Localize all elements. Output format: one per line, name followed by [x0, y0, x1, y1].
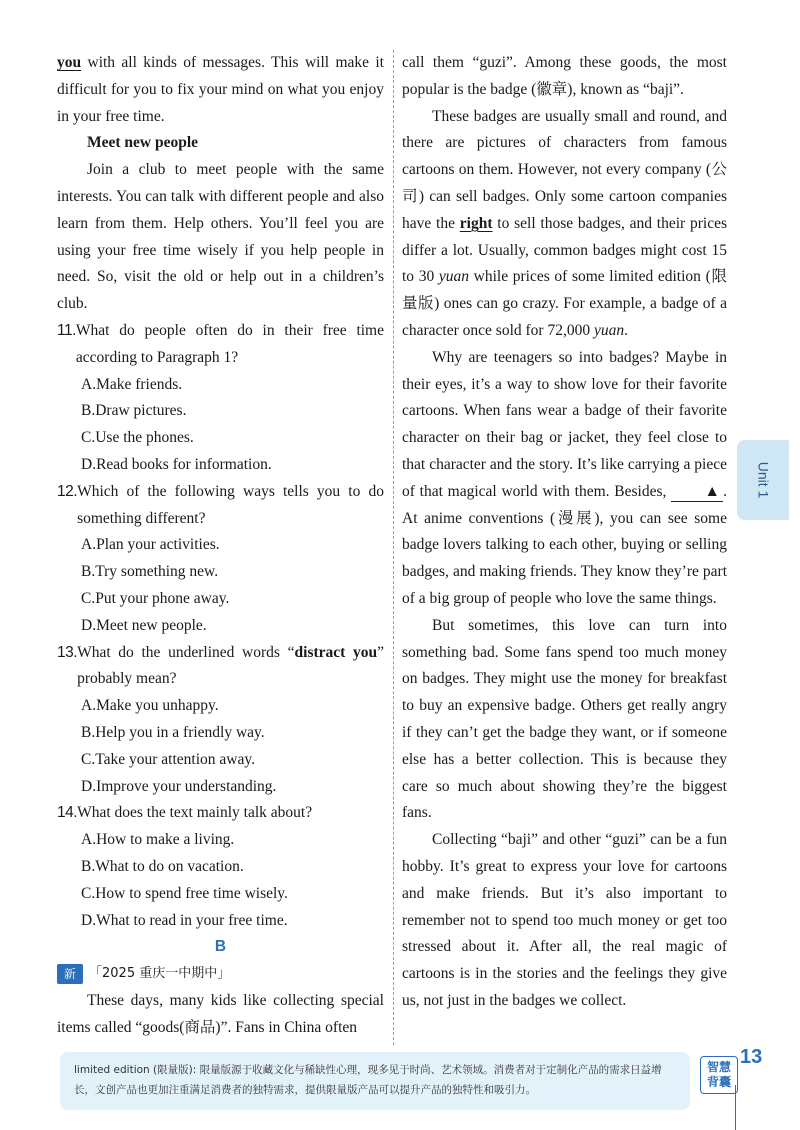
- passage-b-p2: [402, 104, 727, 345]
- underlined-word: right: [459, 214, 493, 232]
- question-number: 11.: [57, 321, 76, 339]
- passage-b-p4: But sometimes, this love can turn into something bad. Some fans spend too much money on badges. They might use the money for breakfast to buy an expensive badge. Others get really angry if they can’t get the badge they want, or if someone else has a better collection. This is because they care so much about showing they’re the biggest fans.: [402, 616, 727, 822]
- question-number: 12.: [57, 482, 78, 500]
- source-text: 「2025 重庆一中期中」: [89, 966, 231, 982]
- question-text: What do people often do in their free time according to Paragraph 1?: [75, 321, 384, 366]
- unit-tab-label: Unit 1: [754, 461, 771, 499]
- footer-note: limited edition (限量版): 限量版源于收藏文化与稀缺性心理，现多见于时尚、艺术领域。消费者对于定制化产品的需求日益增长，文创产品也更加注重满足消费者的独特需求，提供限量版产品可以提升产品的独特性和吸引力。: [60, 1052, 690, 1110]
- option: A.Plan your activities.: [81, 536, 220, 554]
- unit-tab: [737, 440, 789, 520]
- logo-bottom: 背囊: [706, 1075, 731, 1089]
- question-text: What does the text mainly talk about?: [77, 804, 313, 822]
- option: D.Improve your understanding.: [81, 777, 277, 795]
- intro-text: with all kinds of messages. This will make it difficult for you to fix your mind on what you enjoy in your free time.: [57, 54, 384, 125]
- passage-b-p5: Collecting “baji” and other “guzi” can be a fun hobby. It’s great to express your love for cartoons and make friends. But it’s also important to remember not to spend too much money or get too stressed about it. After all, the real magic of cartoons is in the stories and the feelings they give us, not just in the badges we collect.: [402, 831, 727, 1009]
- option: B.What to do on vacation.: [81, 857, 244, 875]
- blank-triangle-icon: ▲: [671, 483, 723, 502]
- option: D.Read books for information.: [81, 455, 272, 473]
- page-number: 13: [740, 1046, 763, 1068]
- question-14: [57, 800, 384, 827]
- option: D.What to read in your free time.: [81, 911, 288, 929]
- question-11: [57, 318, 384, 372]
- question-number: 13.: [57, 643, 78, 661]
- p3-text: Why are teenagers so into badges? Maybe in their eyes, it’s a way to show love for their favorite cartoons. When fans wear a badge of their favorite character on their bag or jacket, they feel close to that character and the story. It’s like carrying a piece of that magical world with them. Besides,: [402, 348, 727, 500]
- option: A.Make you unhappy.: [81, 697, 219, 715]
- question-13: [57, 640, 384, 694]
- p2-text: These badges are usually small and round, and there are pictures of characters from famous cartoons on them. However, not every company (公司) can sell badges. Only some cartoon companies have the: [402, 107, 727, 232]
- question-bold-words: distract you: [294, 643, 378, 661]
- option: B.Help you in a friendly way.: [81, 723, 265, 741]
- passage-b-p1: call them “guzi”. Among these goods, the most popular is the badge (徽章), known as “baji”.: [402, 54, 727, 98]
- source-line: [57, 961, 384, 988]
- passage-b-start: These days, many kids like collecting special items called “goods(商品)”. Fans in China often: [57, 991, 384, 1036]
- p2-text: while prices of some limited edition (限量版) ones can go crazy. For example, a badge of a character once sold for 72,000: [402, 268, 727, 339]
- question-text: [77, 640, 384, 694]
- italic-word: yuan: [438, 268, 469, 286]
- option: C.Use the phones.: [81, 429, 194, 447]
- section-label: B: [214, 938, 227, 956]
- question-text-post: ” probably mean?: [77, 643, 384, 688]
- option: A.How to make a living.: [81, 831, 235, 849]
- option: B.Try something new.: [81, 563, 219, 581]
- intro-paragraph: [57, 50, 384, 130]
- passage-b-p3: [402, 345, 727, 613]
- option: C.How to spend free time wisely.: [81, 884, 288, 902]
- column-divider: [393, 50, 394, 1045]
- question-text: Which of the following ways tells you to do something different?: [77, 482, 384, 527]
- left-column: [57, 50, 384, 1041]
- question-number: 14.: [57, 804, 78, 822]
- question-12: [57, 479, 384, 533]
- meet-people-paragraph: Join a club to meet people with the same interests. You can talk with different people and also learn from them. Help others. You’ll feel you are using your free time wisely if you help people in need. So, visit the old or help out in a children’s club.: [57, 161, 384, 313]
- option: C.Put your phone away.: [81, 589, 230, 607]
- source-logo-icon: 新: [57, 964, 83, 984]
- italic-word: yuan: [593, 321, 625, 339]
- option: A.Make friends.: [81, 375, 183, 393]
- logo-top: 智慧: [706, 1060, 731, 1074]
- section-heading: Meet new people: [87, 134, 199, 152]
- option: B.Draw pictures.: [81, 402, 187, 420]
- option: C.Take your attention away.: [81, 750, 255, 768]
- right-column: [402, 50, 727, 1015]
- option: D.Meet new people.: [81, 616, 207, 634]
- p3-text: . At anime conventions (漫展), you can see some badge lovers talking to each other, buying or selling badges, and making friends. They know they’re part of a big group of people who love the same things.: [402, 482, 727, 607]
- underlined-word: you: [57, 54, 82, 71]
- p2-text: to sell those badges, and their prices differ a lot. Usually, common badges might cost 15 to 30: [402, 214, 727, 286]
- question-text-pre: What do the underlined words “: [77, 643, 295, 661]
- p2-text: .: [624, 321, 628, 339]
- brand-logo: [700, 1056, 738, 1094]
- footer-accent-line: [735, 1085, 736, 1130]
